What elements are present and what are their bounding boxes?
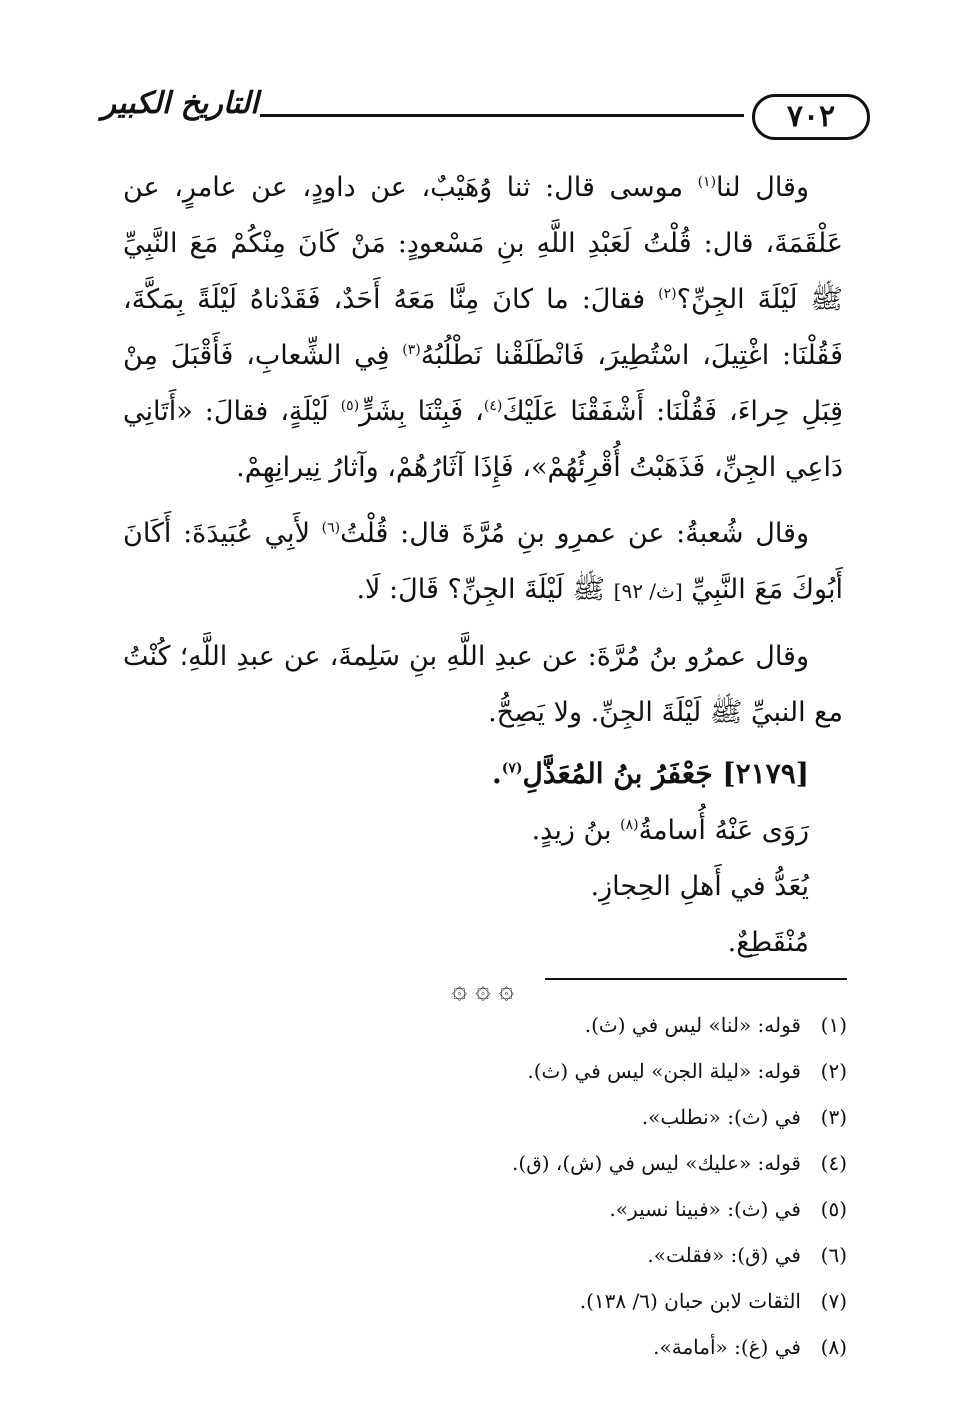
footnote-6: (٦)في (ق): «فقلت». [647,1243,847,1267]
entry-line-3: مُنْقَطِعٌ. [727,927,809,958]
footnote-7: (٧)الثقات لابن حبان (٦/ ١٣٨). [579,1289,847,1313]
footnote-3: (٣)في (ث): «نطلب». [641,1105,847,1129]
paragraph-3: وقال عمرُو بنُ مُرَّةَ: عن عبدِ اللَّهِ بنِ سَلِمةَ، عن عبدِ اللَّهِ؛ كُنْتُ مع النبيِّ ﷺ لَيْلَةَ الجِنِّ. ولا يَصِحُّ. [123,641,843,728]
manuscript-ref: [ث/ ٩٢] [613,579,683,603]
footnote-ref-5[interactable]: (٥) [340,398,360,414]
entry-line-2: يُعَدُّ في أَهلِ الحِجازِ. [590,871,809,902]
footnote-5: (٥)في (ث): «فبينا نسير». [609,1197,847,1221]
page-header [100,78,870,148]
footnote-ref-1[interactable]: (١) [697,174,717,190]
header-rule [260,114,744,117]
footnote-separator [545,978,847,980]
footnote-ref-3[interactable]: (٣) [402,342,421,358]
main-text [123,160,843,1005]
footnote-ref-6[interactable]: (٦) [321,520,341,536]
paragraph-2: وقال شُعبةُ: عن عمرِو بنِ مُرَّةَ قال: قُلْتُ$^{(٦)}$ لأَبِي عُبَيدَةَ: أَكَانَ أَبُوكَ مَعَ النَّبِيِّ [ث/ ٩٢] ﷺ لَيْلَةَ الجِنِّ؟ قَالَ: لَا. [123,518,843,605]
footnote-1: (١)قوله: «لنا» ليس في (ث). [584,1013,847,1037]
footnote-ref-4[interactable]: (٤) [483,398,503,414]
footnote-ref-8[interactable]: (٨) [620,817,639,833]
footnote-ref-7[interactable]: (٧) [501,760,523,777]
entry-line-1: رَوَى عَنْهُ أُسامةُ$^{(٨)}$ بنُ زيدٍ. [531,815,809,846]
footnote-2: (٢)قوله: «ليلة الجن» ليس في (ث). [527,1059,847,1083]
footnote-8: (٨)في (غ): «أمامة». [653,1335,847,1359]
page-number: ٧٠٢ [752,94,870,140]
entry-heading: [٢١٧٩] جَعْفَرُ بنُ المُعَذَّلِ$^{(٧)}$. [491,757,809,790]
paragraph-1: وقال لنا$^{(١)}$ موسى قال: ثنا وُهَيْبٌ، عن داودٍ، عن عامرٍ، عن عَلْقَمَةَ، قال: قُلْتُ لَعَبْدِ اللَّهِ بنِ مَسْعودٍ: مَنْ كَانَ مِنْكُمْ مَعَ النَّبِيِّ ﷺ لَيْلَةَ الجِنِّ؟$^{(٢)}$ فقالَ: ما كانَ مِنَّا مَعَهُ أَحَدٌ، فَقَدْناهُ لَيْلَةً بِمَكَّةَ، فَقُلْنَا: اغْتِيلَ، اسْتُطِيرَ، فَانْطَلَقْنا نَطْلُبُهُ$^{(٣)}$ فِي الشِّعابِ، فَأَقْبَلَ مِنْ قِبَلِ حِراءَ، فَقُلْنَا: أَشْفَقْنَا عَلَيْكَ$^{(٤)}$، فَبِتْنَا بِشَرٍّ$^{(٥)}$ لَيْلَةٍ، فقالَ: «أَتَانِي دَاعِي الجِنِّ، فَذَهَبْتُ أُقْرِئُهُمْ»، فَإِذَا آثَارُهُمْ، وآثارُ نِيرانِهِمْ. [123,172,843,483]
footnote-4: (٤)قوله: «عليك» ليس في (ش)، (ق). [512,1151,847,1175]
book-title: التاريخ الكبير [101,86,259,121]
footnote-ref-2[interactable]: (٢) [658,286,677,302]
section-ornament: ۞ ۞ ۞ [451,975,515,1005]
footnotes [347,1002,847,1370]
